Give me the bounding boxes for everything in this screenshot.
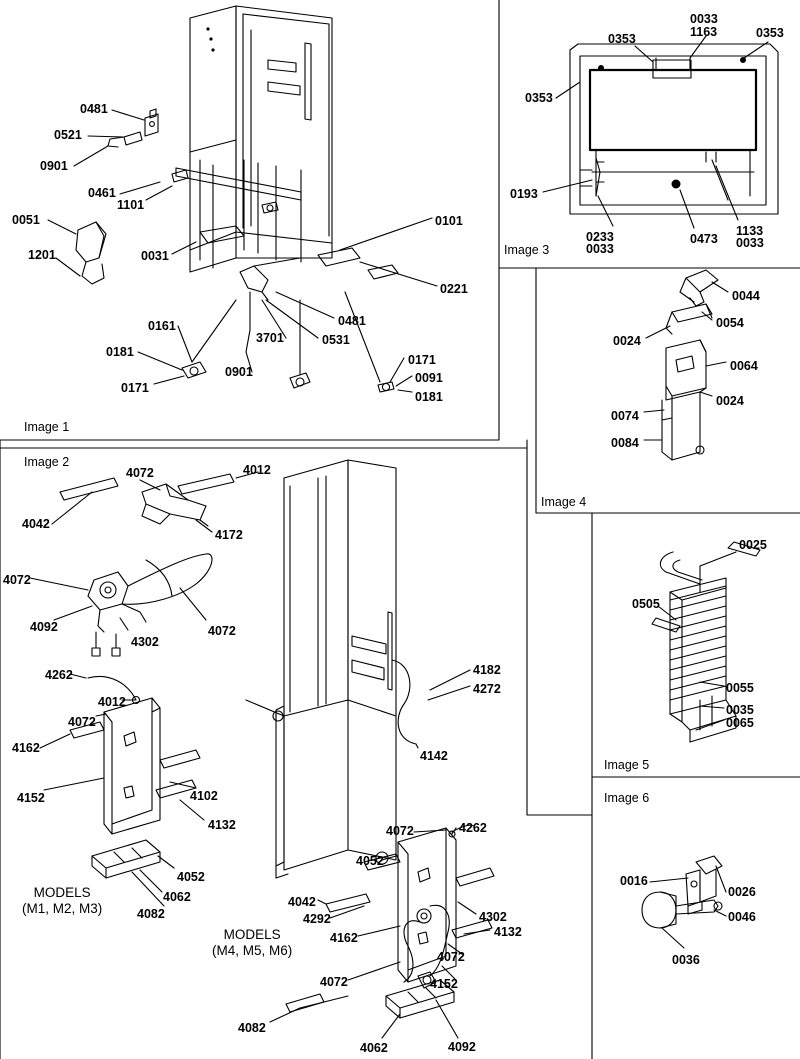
callout-4102: 4102 xyxy=(190,789,218,803)
callout-4262-a: 4262 xyxy=(45,668,73,682)
callout-4012-a: 4012 xyxy=(243,463,271,477)
callout-0033-b: 0033 xyxy=(586,242,614,256)
callout-0171-b: 0171 xyxy=(408,353,436,367)
callout-0033-c: 0033 xyxy=(736,236,764,250)
model-group-m4-m6 xyxy=(212,927,292,959)
callout-0473: 0473 xyxy=(690,232,718,246)
callout-0353-a: 0353 xyxy=(608,32,636,46)
callout-4072-g: 4072 xyxy=(320,975,348,989)
callout-1163: 1163 xyxy=(690,25,718,39)
callout-0161: 0161 xyxy=(148,319,176,333)
panel-title-image-6: Image 6 xyxy=(604,791,650,805)
callout-0221: 0221 xyxy=(440,282,468,296)
callout-4092-a: 4092 xyxy=(30,620,58,634)
callout-4072-d: 4072 xyxy=(68,715,96,729)
callout-3701: 3701 xyxy=(256,331,284,345)
callout-0171-a: 0171 xyxy=(121,381,149,395)
callout-4162-a: 4162 xyxy=(12,741,40,755)
callout-4072-a: 4072 xyxy=(126,466,154,480)
callout-0046: 0046 xyxy=(728,910,756,924)
callout-4072-e: 4072 xyxy=(386,824,414,838)
callout-4292: 4292 xyxy=(303,912,331,926)
callout-4052-a: 4052 xyxy=(177,870,205,884)
model-group-m1-m3-list: (M1, M2, M3) xyxy=(22,901,103,916)
callout-0901-b: 0901 xyxy=(225,365,253,379)
callout-4132-b: 4132 xyxy=(494,925,522,939)
callout-4182: 4182 xyxy=(473,663,501,677)
callout-4302-a: 4302 xyxy=(131,635,159,649)
callout-4072-c: 4072 xyxy=(208,624,236,638)
callout-0091: 0091 xyxy=(415,371,443,385)
callout-4262-b: 4262 xyxy=(459,821,487,835)
callout-4072-f: 4072 xyxy=(437,950,465,964)
callout-0084: 0084 xyxy=(611,436,639,450)
callout-0353-b: 0353 xyxy=(756,26,784,40)
callout-0026: 0026 xyxy=(728,885,756,899)
callout-0044: 0044 xyxy=(732,289,760,303)
panel-title-image-2: Image 2 xyxy=(24,455,70,469)
callout-4082-a: 4082 xyxy=(137,907,165,921)
callout-0074: 0074 xyxy=(611,409,639,423)
model-group-m4-m6-list: (M4, M5, M6) xyxy=(212,943,293,958)
callout-4042-a: 4042 xyxy=(22,517,50,531)
panel-title-image-4: Image 4 xyxy=(541,495,587,509)
callout-4142: 4142 xyxy=(420,749,448,763)
model-group-m1-m3 xyxy=(22,885,102,917)
callout-4162-b: 4162 xyxy=(330,931,358,945)
panel-title-image-3: Image 3 xyxy=(504,243,550,257)
callout-4062-a: 4062 xyxy=(163,890,191,904)
callout-4092-b: 4092 xyxy=(448,1040,476,1054)
callout-0481-a: 0481 xyxy=(80,102,108,116)
callout-0505: 0505 xyxy=(632,597,660,611)
callout-0901-a: 0901 xyxy=(40,159,68,173)
callout-0033-a: 0033 xyxy=(690,12,718,26)
callout-4302-b: 4302 xyxy=(479,910,507,924)
callout-4172: 4172 xyxy=(215,528,243,542)
callout-0481-b: 0481 xyxy=(338,314,366,328)
callout-0531: 0531 xyxy=(322,333,350,347)
model-group-m4-m6-title: MODELS xyxy=(223,927,281,942)
callout-0064: 0064 xyxy=(730,359,758,373)
model-group-m1-m3-title: MODELS xyxy=(33,885,91,900)
callout-0036: 0036 xyxy=(672,953,700,967)
callout-0024-b: 0024 xyxy=(716,394,744,408)
callout-1133: 1133 xyxy=(736,224,764,238)
callout-4042-b: 4042 xyxy=(288,895,316,909)
callout-0181-b: 0181 xyxy=(415,390,443,404)
callout-0025: 0025 xyxy=(739,538,767,552)
callout-0353-c: 0353 xyxy=(525,91,553,105)
callout-0024-a: 0024 xyxy=(613,334,641,348)
panel-title-image-5: Image 5 xyxy=(604,758,650,772)
callout-0016: 0016 xyxy=(620,874,648,888)
callout-0521: 0521 xyxy=(54,128,82,142)
callout-0181-a: 0181 xyxy=(106,345,134,359)
callout-4052-b: 4052 xyxy=(356,854,384,868)
callout-4012-b: 4012 xyxy=(98,695,126,709)
callout-1101: 1101 xyxy=(117,198,145,212)
callout-4272: 4272 xyxy=(473,682,501,696)
callout-4062-b: 4062 xyxy=(360,1041,388,1055)
callout-0461: 0461 xyxy=(88,186,116,200)
callout-4072-b: 4072 xyxy=(3,573,31,587)
callout-4152-a: 4152 xyxy=(17,791,45,805)
callout-0193: 0193 xyxy=(510,187,538,201)
callout-0065: 0065 xyxy=(726,716,754,730)
callout-0101: 0101 xyxy=(435,214,463,228)
callout-0031: 0031 xyxy=(141,249,169,263)
callout-0055: 0055 xyxy=(726,681,754,695)
callout-0035: 0035 xyxy=(726,703,754,717)
panel-title-image-1: Image 1 xyxy=(24,420,70,434)
callout-4132-a: 4132 xyxy=(208,818,236,832)
callout-0233: 0233 xyxy=(586,230,614,244)
callout-0051: 0051 xyxy=(12,213,40,227)
callout-1201: 1201 xyxy=(28,248,56,262)
callout-0054: 0054 xyxy=(716,316,744,330)
callout-4152-b: 4152 xyxy=(430,977,458,991)
callout-4082-b: 4082 xyxy=(238,1021,266,1035)
